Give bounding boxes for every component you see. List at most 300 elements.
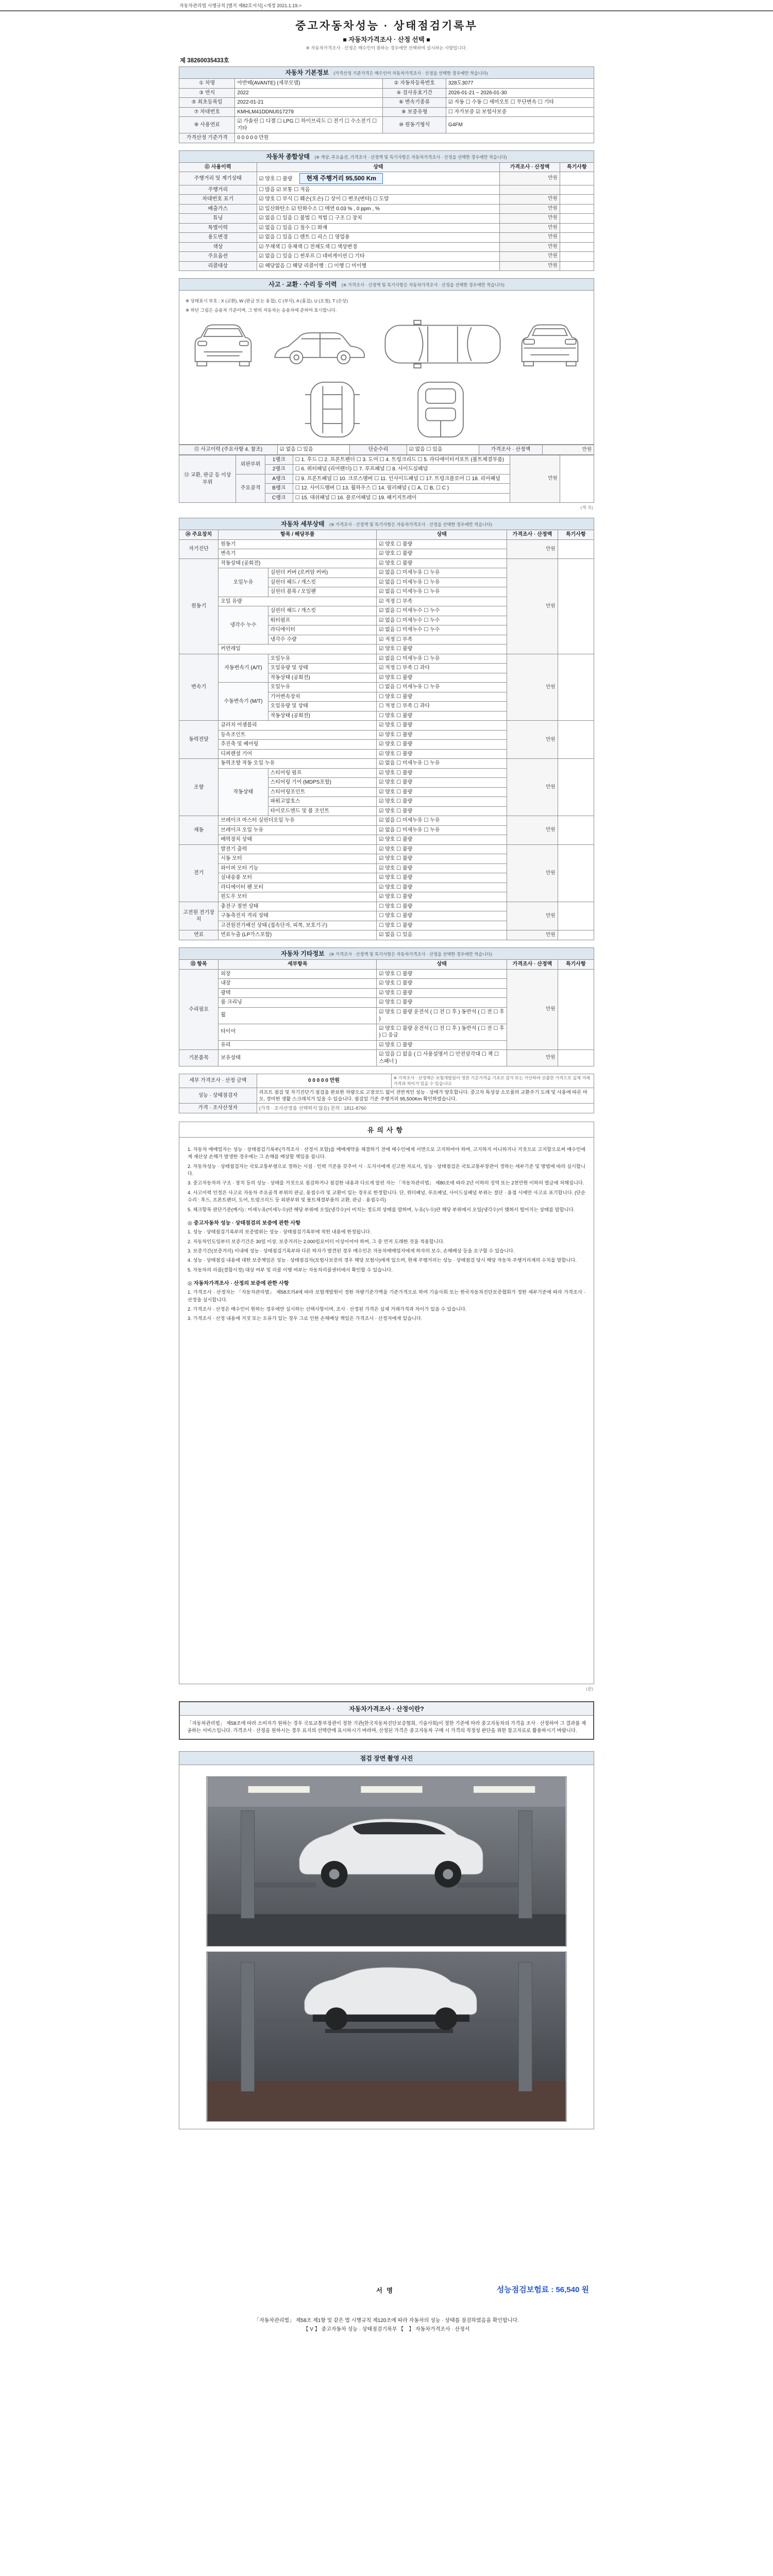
etc-info-table xyxy=(179,947,594,1066)
device-item-label: 추진축 및 베어링 xyxy=(219,740,377,750)
device-item-label: 실린더 헤드 / 개스킷 xyxy=(268,578,377,587)
notice-section xyxy=(179,1122,594,1684)
device-state-checkboxes[interactable]: ☐ 적정 ☐ 부족 ☐ 과다 xyxy=(377,702,507,711)
device-item-label: 내장 xyxy=(219,979,377,989)
notice-body xyxy=(179,1138,594,1684)
diagram-legend-2: ※ 하단 그림은 승용차 기준이며, 그 밖의 자동차는 승용차에 준하여 표시합니다. xyxy=(186,308,337,313)
comprehensive-row xyxy=(179,223,594,233)
notice-item: 1. 가격조사 · 산정자는 「자동차관리법」 제58조의4에 따라 보험개발원이 정한 차량기준가액을 기준가격으로 하여 기술사회 또는 한국자동차진단보증협회가 정한 세부기준에 따라 가격조사 · 산정을 실시합니다. xyxy=(188,1290,585,1302)
detail-section-title xyxy=(179,518,594,530)
car-diagram-side-icon xyxy=(266,317,374,371)
state-checkboxes[interactable]: ☑ 양호 ☐ 부식 ☐ 훼손(오손) ☐ 상이 ☐ 변조(변타) ☐ 도말 xyxy=(259,196,389,202)
page-subtitle: ■ 자동차가격조사 · 산정 선택 ■ xyxy=(343,36,430,43)
price-cell: 만원 xyxy=(507,930,558,940)
comprehensive-row xyxy=(179,204,594,214)
comprehensive-item-label: 주행거리 및 계기상태 xyxy=(179,172,257,185)
car-diagram-front-icon xyxy=(184,314,262,374)
state-checkboxes[interactable]: ☑ 해당없음 ☐ 해당 리콜이행 : ☐ 이행 ☐ 미이행 xyxy=(259,263,367,269)
remark-cell xyxy=(558,759,594,816)
device-state-checkboxes[interactable]: ☑ 양호 ☐ 불량 xyxy=(377,740,507,750)
device-state-checkboxes[interactable]: ☑ 없음 ☐ 미세누유 ☐ 누유 xyxy=(377,759,507,769)
device-row xyxy=(179,1050,594,1066)
car-diagram-floorpan-icon xyxy=(405,378,477,441)
model-year-label: ③ 연식 xyxy=(179,88,235,98)
price-cell: 만원 xyxy=(510,455,560,503)
detail-title-note: (※ 가격조사 · 산정액 및 특기사항은 자동차가격조사 · 산정을 선택한 경우에만 적습니다) xyxy=(329,522,492,528)
engine-type-value: G4FM xyxy=(446,117,594,133)
device-state-checkboxes[interactable]: ☐ 양호 ☐ 불량 xyxy=(377,692,507,702)
page-subtitle-note: ※ 자동차가격조사 · 산정은 매수인이 원하는 경우에만 선택하여 실시하는 사항입니다. xyxy=(306,45,467,50)
comprehensive-row xyxy=(179,261,594,271)
detail-title-text: 자동차 세부상태 xyxy=(281,520,325,528)
notice-item: 5. 자동차의 리콜(결함시정) 대상 여부 및 리콜 이행 여부는 자동차리콜센터에서 확인할 수 있습니다. xyxy=(188,1267,393,1273)
device-state-checkboxes[interactable]: ☑ 양호 ☐ 불량 xyxy=(377,787,507,797)
comprehensive-section-title xyxy=(179,150,594,162)
notice-item: 1. 성능 · 상태점검기록부의 보증범위는 성능 · 상태점검기록부에 적힌 내용에 한정됩니다. xyxy=(188,1229,372,1235)
notice-item: 3. 중고자동차의 구조 · 장치 등의 성능 · 상태를 거짓으로 점검하거나 점검한 내용과 다르게 알린 자는 「자동차관리법」 제80조에 따라 2년 이하의 징역 또는 2천만원 이하의 벌금에 처해집니다. xyxy=(188,1180,584,1186)
remark-cell xyxy=(558,902,594,930)
notice-title: 유의사항 xyxy=(179,1122,594,1138)
device-row xyxy=(179,721,594,731)
device-state-checkboxes[interactable]: ☑ 양호 ☐ 불량 xyxy=(377,979,507,989)
device-state-checkboxes[interactable]: ☑ 양호 ☐ 불량 xyxy=(377,863,507,873)
rank-name: 1랭크 xyxy=(265,455,293,465)
device-state-checkboxes[interactable]: ☑ 양호 ☐ 불량 xyxy=(377,806,507,816)
model-year-value: 2022 xyxy=(235,88,383,98)
remark-cell xyxy=(560,172,594,185)
device-item-label: 오일유량 및 상태 xyxy=(268,664,377,673)
rank-part-checkboxes[interactable]: ☐ 9. 프론트패널 ☐ 10. 크로스멤버 ☐ 11. 인사이드패널 ☐ 17. 트렁크플로어 ☐ 18. 리어패널 xyxy=(293,474,510,484)
device-item-label: 보유상태 xyxy=(219,1050,377,1066)
rank-part-checkboxes[interactable]: ☐ 1. 후드 ☐ 2. 프론트펜더 ☐ 3. 도어 ☐ 4. 트렁크리드 ☐ 5. 라디에이터서포트 (볼트체결부품) xyxy=(293,455,510,465)
base-price-value: 0 0 0 0 0 만원 xyxy=(235,133,594,143)
device-state-checkboxes[interactable]: ☑ 양호 ☐ 불량 운전석 ( ☐ 전 ☐ 후 ) 동반석 ( ☐ 전 ☐ 후 ) xyxy=(377,1007,507,1024)
device-state-checkboxes[interactable]: ☑ 양호 ☐ 불량 xyxy=(377,721,507,731)
inspection-photo-underbody xyxy=(206,1952,567,2122)
device-state-checkboxes[interactable]: ☑ 양호 ☐ 불량 xyxy=(377,558,507,568)
vehicle-name-label: ① 차명 xyxy=(179,79,235,89)
notice-item: 2. 자동차인도일부터 보증기간은 30일 이상, 보증거리는 2,000킬로미터 이상이어야 하며, 그 중 먼저 도래한 것을 적용합니다. xyxy=(188,1239,445,1244)
device-group-label: 변속기 xyxy=(179,654,219,721)
device-item-label: 브레이크 마스터 실린더오일 누유 xyxy=(219,816,377,826)
remark-cell xyxy=(558,930,594,940)
basic-title-note: (가격산정 기준가격은 매수인이 자동차가격조사 · 산정을 선택한 경우에만 적습니다) xyxy=(333,71,488,76)
first-reg-value: 2022-01-21 xyxy=(235,98,383,108)
device-row xyxy=(179,844,594,854)
detail-col-price: 가격조사 · 산정액 xyxy=(507,530,558,540)
device-row xyxy=(179,539,594,549)
price-appraisal-info-body: 「자동차관리법」 제58조에 따라 소비자가 원하는 경우 국토교통부장관이 정한 기관(한국자동차진단보증협회, 기술사회)이 정한 기준에 따라 중고자동차의 가격을 조사 · 산정하여 그 결과를 제공하는 서비스입니다. 가격조사 · 산정을 원하시는 경우 표지의 선택란에 표시하시기 바라며, 산정된 가격은 중고자동차 구매 시 가격의 적정성 판단을 위한 참고자료로 활용하시기 바랍니다. xyxy=(187,1720,586,1734)
rank-part-checkboxes[interactable]: ☐ 12. 사이드멤버 ☐ 13. 휠하우스 ☐ 14. 필러패널 ( ☐ A, ☐ B, ☐ C ) xyxy=(293,484,510,494)
notice-item: 2. 자동차성능 · 상태점검자는 국토교통부령으로 정하는 시설 · 인력 기준을 갖추어 시 · 도지사에게 신고한 자로서, 성능 · 상태점검은 국토교통부장관이 정하는 세부기준 및 방법에 따라 실시합니다. xyxy=(188,1163,585,1177)
remark-cell xyxy=(558,654,594,721)
device-state-checkboxes[interactable]: ☐ 양호 ☐ 불량 xyxy=(377,902,507,911)
device-state-checkboxes[interactable]: ☑ 양호 ☐ 불량 xyxy=(377,835,507,845)
price-appraisal-info-box xyxy=(179,1701,594,1740)
price-cell: 만원 xyxy=(507,558,558,654)
accident-history-checkboxes[interactable]: ☑ 없음 ☐ 있음 xyxy=(277,445,350,455)
appraiser-opinion-text: (가격 · 조사산정을 선택하지 않음) 문의 : 1811-8760 xyxy=(257,1104,594,1113)
comprehensive-row xyxy=(179,242,594,252)
remark-cell xyxy=(558,721,594,759)
price-cell: 만원 xyxy=(507,759,558,816)
vin-label: ⑦ 차대번호 xyxy=(179,107,235,117)
diagram-legend-1: ※ 상태표시 부호 : X (교환), W (판금 또는 용접), C (부식), A (흠집), U (요철), T (손상) xyxy=(186,298,348,304)
comprehensive-item-label: 용도변경 xyxy=(179,233,257,243)
device-item-label: 스티어링 펌프 xyxy=(268,768,377,778)
rank-part-checkboxes[interactable]: ☐ 15. 대쉬패널 ☐ 16. 플로어패널 ☐ 19. 패키지트레이 xyxy=(293,493,510,503)
device-item-label: 등속조인트 xyxy=(219,730,377,740)
comprehensive-item-label: 특별이력 xyxy=(179,223,257,233)
accident-title-note: (※ 가격조사 · 산정액 및 특기사항은 자동차가격조사 · 산정을 선택한 경우에만 적습니다) xyxy=(341,282,505,288)
device-item-label: 오일누유 xyxy=(268,654,377,664)
device-sub-label: 작동상태 xyxy=(219,768,268,816)
comprehensive-row xyxy=(179,185,594,195)
rank-name: 2랭크 xyxy=(265,465,293,474)
remark-cell xyxy=(560,233,594,243)
device-state-checkboxes[interactable]: ☐ 양호 ☐ 불량 xyxy=(377,921,507,930)
notice-item: 5. 체크항목 판단기준(예시) : 미세누유(미세누수)란 해당 부위에 오일(냉각수)이 비치는 정도의 상태를 말하며, 누유(누수)란 해당 부위에서 오일(냉각수)이 맺혀서 떨어지는 상태를 말합니다. xyxy=(188,1207,575,1212)
notice-item: 3. 가격조사 · 산정 내용에 거짓 또는 오류가 있는 경우 그로 인한 손해배상 책임은 가격조사 · 산정자에게 있습니다. xyxy=(188,1316,423,1321)
comprehensive-state-cell[interactable] xyxy=(257,214,500,224)
device-state-checkboxes[interactable]: ☑ 없음 ☐ 있음 xyxy=(377,930,507,940)
accident-section-title-table xyxy=(179,278,594,291)
price-cell: 만원 xyxy=(500,204,560,214)
device-item-label: 타이어 xyxy=(219,1024,377,1040)
device-group-label: 기본품목 xyxy=(179,1050,219,1066)
notice-item: 4. 사고이력 인정은 사고로 자동차 주요골격 부위의 판금, 용접수리 및 교환이 있는 경우로 한정합니다. 단, 쿼터패널, 루프패널, 사이드실패널 부위는 절단 · 용접 시에만 사고로 표기합니다. (단순수리 : 후드, 프론트펜더, 도어, 트렁크리드 등 외판부위 및 볼트체결부품의 교환, 판금 · 용접수리) xyxy=(188,1190,585,1203)
document-number: 제 38260035433호 xyxy=(180,58,229,64)
warranty-type-checkboxes[interactable]: ☐ 자가보증 ☑ 보험사보증 xyxy=(446,107,594,117)
comprehensive-item-label: 튜닝 xyxy=(179,214,257,224)
car-diagram-rear-icon xyxy=(511,314,589,374)
remark-cell xyxy=(560,195,594,205)
comprehensive-item-label: 리콜대상 xyxy=(179,261,257,271)
device-state-checkboxes[interactable]: ☑ 없음 ☐ 미세누유 ☐ 누유 xyxy=(377,816,507,826)
state-checkboxes[interactable]: ☑ 일산화탄소 ☑ 탄화수소 ☐ 매연 0.03 % , 0 ppm , % xyxy=(259,206,380,212)
device-state-checkboxes[interactable]: ☑ 적정 ☐ 부족 xyxy=(377,635,507,645)
car-diagram-panel xyxy=(179,291,594,445)
comprehensive-row xyxy=(179,214,594,224)
state-checkboxes[interactable]: ☑ 무채색 ☐ 유채색 ☐ 전체도색 ☐ 색상변경 xyxy=(259,244,358,250)
simple-repair-label: 단순수리 xyxy=(350,445,407,455)
remark-cell xyxy=(560,242,594,252)
price-cell xyxy=(500,185,560,195)
device-item-label: 유리 xyxy=(219,1040,377,1050)
device-item-label: 디퍼렌셜 기어 xyxy=(219,749,377,759)
device-state-checkboxes[interactable]: ☑ 양호 ☐ 불량 xyxy=(377,988,507,998)
accident-title-text: 사고 · 교환 · 수리 등 이력 xyxy=(268,281,337,289)
vehicle-name-value: 아반떼(AVANTE) (세부모델) xyxy=(235,79,383,89)
device-item-label: 배력장치 상태 xyxy=(219,835,377,845)
exchange-rank-table xyxy=(179,455,594,503)
remark-cell xyxy=(558,1050,594,1066)
comprehensive-item-label: 배출가스 xyxy=(179,204,257,214)
device-item-label: 오일 유량 xyxy=(219,597,377,606)
accident-section-title xyxy=(179,279,594,291)
state-checkboxes[interactable]: ☑ 양호 ☐ 불량 xyxy=(259,176,293,182)
device-state-checkboxes[interactable]: ☑ 양호 ☐ 불량 xyxy=(377,844,507,854)
inspector-opinion-label: 성능 · 상태점검자 xyxy=(179,1088,257,1104)
price-cell: 만원 xyxy=(500,223,560,233)
device-state-checkboxes[interactable]: ☑ 적정 ☐ 부족 xyxy=(377,597,507,606)
device-item-label: 오일유량 및 상태 xyxy=(268,702,377,711)
comprehensive-col-state: 상태 xyxy=(257,162,500,172)
vin-value: KMHLM41DDNU017279 xyxy=(235,107,383,117)
device-group-label: 고전원 전기장치 xyxy=(179,902,219,930)
remark-cell xyxy=(560,185,594,195)
device-group-label: 연료 xyxy=(179,930,219,940)
device-state-checkboxes[interactable]: ☑ 없음 ☐ 미세누유 ☐ 누유 xyxy=(377,587,507,597)
device-state-checkboxes[interactable]: ☑ 없음 ☐ 미세누수 ☐ 누수 xyxy=(377,606,507,616)
device-item-label: 실린더 커버 (로커암 커버) xyxy=(268,568,377,578)
device-group-label: 제동 xyxy=(179,816,219,845)
comprehensive-state-cell[interactable] xyxy=(257,204,500,214)
comprehensive-state-cell[interactable] xyxy=(257,195,500,205)
remark-cell xyxy=(560,455,594,503)
base-price-label: 가격산정 기준가격 xyxy=(179,133,235,143)
device-item-label: 고전원전기배선 상태 (접속단자, 피복, 보호기구) xyxy=(219,921,377,930)
rank-name: C랭크 xyxy=(265,493,293,503)
device-group-label: 수리필요 xyxy=(179,969,219,1050)
device-state-checkboxes[interactable]: ☑ 적정 ☐ 부족 ☐ 과다 xyxy=(377,664,507,673)
detail-col-device: ⑭ 주요장치 xyxy=(179,530,219,540)
device-group-label: 전기 xyxy=(179,844,219,902)
device-item-label: 타이로드엔드 및 볼 조인트 xyxy=(268,806,377,816)
inspection-valid-label: ④ 검사유효기간 xyxy=(383,88,446,98)
remark-cell xyxy=(560,252,594,262)
notice-heading: ◎ 자동차가격조사 · 산정의 보증에 관한 사항 xyxy=(188,1281,289,1287)
form-reference: 자동차관리법 시행규칙 [별지 제82호서식] <개정 2021.1.19.> xyxy=(0,0,773,11)
device-row xyxy=(179,558,594,568)
rank-part-checkboxes[interactable]: ☐ 6. 쿼터패널 (리어펜더) ☐ 7. 루프패널 ☐ 8. 사이드실패널 xyxy=(293,465,510,474)
price-cell: 만원 xyxy=(507,1050,558,1066)
appraisal-total-note: ※ 가격조사 · 산정액은 보험개발원이 정한 기준가격을 기초로 감가 또는 가산하여 산출한 가격으로 실제 거래가격과 차이가 있을 수 있습니다. xyxy=(391,1074,594,1088)
device-state-checkboxes[interactable]: ☐ 양호 ☐ 불량 xyxy=(377,711,507,721)
price-cell: 만원 xyxy=(507,969,558,1050)
remark-cell xyxy=(560,214,594,224)
etc-col-price: 가격조사 · 산정액 xyxy=(507,960,558,970)
accident-price-cell: 만원 xyxy=(542,445,594,455)
basic-info-table xyxy=(179,66,594,143)
etc-section-title xyxy=(179,947,594,959)
comprehensive-row xyxy=(179,252,594,262)
device-item-label: 외장 xyxy=(219,969,377,979)
device-item-label: 라디에이터 팬 모터 xyxy=(219,883,377,892)
inspector-opinion-text: 리프트 점검 및 자기진단기 점검을 완료한 차량으로 고장코드 없이 전반적인 성능 · 상태가 양호합니다. 중고차 특성상 소모품의 교환주기 도래 및 사용에 따른 마모, 경미한 생활 스크래치가 있을 수 있습니다. 점검일 기준 주행거리 95,500Km 확인하였습니다. xyxy=(257,1088,594,1104)
device-row xyxy=(179,654,594,664)
device-state-checkboxes[interactable]: ☑ 없음 ☐ 미세누유 ☐ 누유 xyxy=(377,825,507,835)
comprehensive-col-group: ⑪ 사용이력 xyxy=(179,162,257,172)
footer-line-2: 【 V 】 중고자동차 성능 · 상태점검기록부 【 】 자동차가격조사 · 산정서 xyxy=(303,2327,470,2332)
device-item-label: 휠 xyxy=(219,1007,377,1024)
device-item-label: 커먼레일 xyxy=(219,645,377,654)
transmission-checkboxes[interactable]: ☑ 자동 ☐ 수동 ☐ 세미오토 ☐ 무단변속 ☐ 기타 xyxy=(446,98,594,108)
comprehensive-state-cell[interactable] xyxy=(257,261,500,271)
continue-mark: (계 속) xyxy=(580,505,593,511)
footer-line-1: 「자동차관리법」 제58조 제1항 및 같은 법 시행규칙 제120조에 따라 자동차의 성능 · 상태를 점검하였음을 확인합니다. xyxy=(254,2318,519,2324)
etc-title-text: 자동차 기타정보 xyxy=(281,950,325,957)
price-cell: 만원 xyxy=(507,654,558,721)
detail-col-remark: 특기사항 xyxy=(558,530,594,540)
price-cell: 만원 xyxy=(507,539,558,558)
device-item-label: 냉각수 수량 xyxy=(268,635,377,645)
comprehensive-state-cell[interactable] xyxy=(257,233,500,243)
signature-label[interactable]: 서명 xyxy=(376,2287,397,2294)
device-item-label: 스티어링조인트 xyxy=(268,787,377,797)
price-cell: 만원 xyxy=(507,844,558,902)
notice-item: 1. 자동차 매매업자는 성능 · 상태점검기록부(가격조사 · 산정서 포함)를 매매계약을 체결하기 전에 매수인에게 서면으로 고지하여야 하며, 고지하지 아니하거나 거짓으로 고지함으로써 매수인에게 재산상 손해가 발생한 경우에는 그 손해를 배상할 책임을 집니다. xyxy=(188,1146,585,1160)
state-checkboxes[interactable]: ☐ 많음 ☑ 보통 ☐ 적음 xyxy=(259,187,310,193)
price-cell: 만원 xyxy=(500,252,560,262)
remark-cell xyxy=(558,844,594,902)
device-state-checkboxes[interactable]: ☑ 없음 ☐ 미세누유 ☐ 누유 xyxy=(377,578,507,587)
appraiser-opinion-label: 가격 · 조사산정자 xyxy=(179,1104,257,1113)
accident-history-table xyxy=(179,445,594,455)
first-reg-label: ⑤ 최초등록일 xyxy=(179,98,235,108)
insurance-fee xyxy=(397,2284,594,2295)
device-item-label: 작동상태 (공회전) xyxy=(268,673,377,683)
device-state-checkboxes[interactable]: ☑ 양호 ☐ 불량 xyxy=(377,998,507,1008)
device-state-checkboxes[interactable]: ☑ 양호 ☐ 불량 xyxy=(377,768,507,778)
reg-number-label: ② 자동차등록번호 xyxy=(383,79,446,89)
device-item-label: 실린더 블록 / 오일팬 xyxy=(268,587,377,597)
device-item-label: 구동축전지 격리 상태 xyxy=(219,911,377,921)
appraisal-total-value: 0 0 0 0 0 만원 xyxy=(257,1074,391,1088)
detail-state-table xyxy=(179,518,594,940)
notice-heading: ◎ 중고자동차 성능 · 상태점검의 보증에 관한 사항 xyxy=(188,1221,301,1227)
device-item-label: 작동상태 (공회전) xyxy=(219,558,377,568)
comprehensive-state-cell[interactable] xyxy=(257,242,500,252)
device-state-checkboxes[interactable]: ☑ 양호 ☐ 불량 xyxy=(377,749,507,759)
device-sub-label: 자동변속기 (A/T) xyxy=(219,654,268,683)
device-row xyxy=(179,816,594,826)
remark-cell xyxy=(560,204,594,214)
inspection-photo-title: 점검 장면 촬영 사진 xyxy=(179,1752,594,1765)
device-sub-label: 냉각수 누수 xyxy=(219,606,268,645)
accident-history-label: ⑫ 사고이력 (주요사항 4. 참조) xyxy=(179,445,278,455)
device-state-checkboxes[interactable]: ☑ 양호 ☐ 불량 xyxy=(377,539,507,549)
comprehensive-row xyxy=(179,233,594,243)
footer xyxy=(179,2316,594,2334)
exchange-parts-label: ⑬ 교환, 판금 등 이상 부위 xyxy=(179,455,236,503)
exchange-rank-row xyxy=(179,455,594,465)
device-item-label: 오일누유 xyxy=(268,683,377,692)
rank-name: A랭크 xyxy=(265,474,293,484)
comprehensive-col-price: 가격조사 · 산정액 xyxy=(500,162,560,172)
device-state-checkboxes[interactable]: ☑ 없음 ☐ 미세누수 ☐ 누수 xyxy=(377,616,507,625)
simple-repair-checkboxes[interactable]: ☑ 없음 ☐ 있음 xyxy=(407,445,479,455)
comprehensive-state-cell[interactable] xyxy=(257,172,500,185)
device-state-checkboxes[interactable]: ☑ 양호 ☐ 불량 xyxy=(377,549,507,559)
device-item-label: 광택 xyxy=(219,988,377,998)
state-checkboxes[interactable]: ☑ 없음 ☐ 있음 ☐ 침수 ☐ 화재 xyxy=(259,225,328,231)
device-item-label: 실린더 헤드 / 개스킷 xyxy=(268,606,377,616)
device-state-checkboxes[interactable]: ☑ 양호 ☐ 불량 운전석 ( ☐ 전 ☐ 후 ) 동반석 ( ☐ 전 ☐ 후 ) ☐ 응급 xyxy=(377,1024,507,1040)
price-cell: 만원 xyxy=(500,261,560,271)
device-state-checkboxes[interactable]: ☑ 양호 ☐ 불량 xyxy=(377,730,507,740)
appraisal-total-label: 세부 가격조사 · 산정 금액 xyxy=(179,1074,257,1088)
price-cell: 만원 xyxy=(500,195,560,205)
price-cell: 만원 xyxy=(500,233,560,243)
insurance-fee-value: 56,540 원 xyxy=(556,2285,589,2294)
summary-table xyxy=(179,1074,594,1113)
device-state-checkboxes[interactable]: ☑ 양호 ☐ 불량 xyxy=(377,797,507,807)
device-item-label: 파워고압호스 xyxy=(268,797,377,807)
device-state-checkboxes[interactable]: ☑ 양호 ☐ 불량 xyxy=(377,883,507,892)
remark-cell xyxy=(558,816,594,845)
device-state-checkboxes[interactable]: ☐ 없음 ☐ 미세누유 ☐ 누유 xyxy=(377,683,507,692)
etc-title-note: (※ 가격조사 · 산정액 및 특기사항은 자동차가격조사 · 산정을 선택한 경우에만 적습니다) xyxy=(329,951,492,957)
device-state-checkboxes[interactable]: ☐ 양호 ☐ 불량 xyxy=(377,911,507,921)
device-state-checkboxes[interactable]: ☑ 양호 ☐ 불량 xyxy=(377,854,507,864)
state-checkboxes[interactable]: ☑ 없음 ☐ 있음 ☐ 렌트 ☐ 리스 ☐ 영업용 xyxy=(259,234,350,241)
rank-scope-label: 주요골격 xyxy=(236,474,265,503)
device-group-label: 원동기 xyxy=(179,558,219,654)
remark-cell xyxy=(560,223,594,233)
detail-col-state: 상태 xyxy=(377,530,507,540)
state-checkboxes[interactable]: ☑ 없음 ☐ 있음 ☐ 불법 ☐ 적법 ☐ 구조 ☐ 장치 xyxy=(259,215,362,222)
device-item-label: 변속기 xyxy=(219,549,377,559)
comprehensive-title-note: (※ 색상, 주요옵션, 가격조사 · 산정액 및 특기사항은 자동차가격조사 · 산정을 선택한 경우에만 적습니다) xyxy=(314,154,507,160)
device-item-label: 기어변속장치 xyxy=(268,692,377,702)
device-state-checkboxes[interactable]: ☑ 양호 ☐ 불량 xyxy=(377,873,507,883)
device-item-label: 연료누출 (LP가스포함) xyxy=(219,930,377,940)
transmission-label: ⑥ 변속기종류 xyxy=(383,98,446,108)
device-state-checkboxes[interactable]: ☑ 양호 ☐ 불량 xyxy=(377,645,507,654)
fuel-checkboxes[interactable]: ☑ 가솔린 ☐ 디젤 ☐ LPG ☐ 하이브리드 ☐ 전기 ☐ 수소전기 ☐ 기타 xyxy=(235,117,383,133)
device-state-checkboxes[interactable]: ☑ 있음 ☐ 없음 ( ☐ 사용설명서 ☐ 안전삼각대 ☐ 잭 ☐ 스패너 ) xyxy=(377,1050,507,1066)
notice-item: 3. 보증기간(보증거리) 이내에 성능 · 상태점검기록부와 다른 하자가 발견된 경우 매수인은 자동차매매업자에게 하자의 보수, 손해배상 등을 요구할 수 있습니다. xyxy=(188,1248,515,1253)
device-state-checkboxes[interactable]: ☑ 없음 ☐ 미세누유 ☐ 누유 xyxy=(377,654,507,664)
device-state-checkboxes[interactable]: ☑ 없음 ☐ 미세누유 ☐ 누유 xyxy=(377,568,507,578)
device-row xyxy=(179,930,594,940)
device-item-label: 스티어링 기어 (MDPS포함) xyxy=(268,778,377,788)
signature-row xyxy=(179,2284,594,2295)
price-cell: 만원 xyxy=(507,816,558,845)
comprehensive-state-cell[interactable] xyxy=(257,185,500,195)
insurance-fee-label: 성능점검보험료 : xyxy=(496,2285,556,2294)
device-state-checkboxes[interactable]: ☑ 양호 ☐ 불량 xyxy=(377,778,507,788)
device-item-label: 윈도우 모터 xyxy=(219,892,377,902)
inspection-valid-value: 2026-01-21 ~ 2026-01-30 xyxy=(446,88,594,98)
state-checkboxes[interactable]: ☑ 없음 ☐ 있음 ☐ 썬루프 ☐ 네비게이션 ☐ 기타 xyxy=(259,253,365,260)
device-state-checkboxes[interactable]: ☑ 없음 ☐ 미세누수 ☐ 누수 xyxy=(377,625,507,635)
remark-cell xyxy=(560,261,594,271)
device-state-checkboxes[interactable]: ☑ 양호 ☐ 불량 xyxy=(377,969,507,979)
comprehensive-row xyxy=(179,195,594,205)
comprehensive-col-remark: 특기사항 xyxy=(560,162,594,172)
device-state-checkboxes[interactable]: ☑ 양호 ☐ 불량 xyxy=(377,1040,507,1050)
comprehensive-title-text: 자동차 종합상태 xyxy=(266,152,310,160)
device-item-label: 룸 크리닝 xyxy=(219,998,377,1008)
etc-col-state: 상태 xyxy=(377,960,507,970)
etc-col-remark: 특기사항 xyxy=(558,960,594,970)
accident-price-label: 가격조사 · 산정액 xyxy=(479,445,542,455)
comprehensive-state-cell[interactable] xyxy=(257,223,500,233)
price-cell: 만원 xyxy=(500,172,560,185)
comprehensive-state-cell[interactable] xyxy=(257,252,500,262)
device-item-label: 작동상태 (공회전) xyxy=(268,711,377,721)
device-state-checkboxes[interactable]: ☑ 양호 ☐ 불량 xyxy=(377,673,507,683)
device-item-label: 동력조향 작동 오일 누유 xyxy=(219,759,377,769)
inspection-photo-section xyxy=(179,1751,594,2129)
device-group-label: 조향 xyxy=(179,759,219,816)
comprehensive-item-label: 차대번호 표기 xyxy=(179,195,257,205)
device-state-checkboxes[interactable]: ☑ 양호 ☐ 불량 xyxy=(377,892,507,902)
detail-col-item: 항목 / 해당부품 xyxy=(219,530,377,540)
device-item-label: 와이퍼 모터 기능 xyxy=(219,863,377,873)
